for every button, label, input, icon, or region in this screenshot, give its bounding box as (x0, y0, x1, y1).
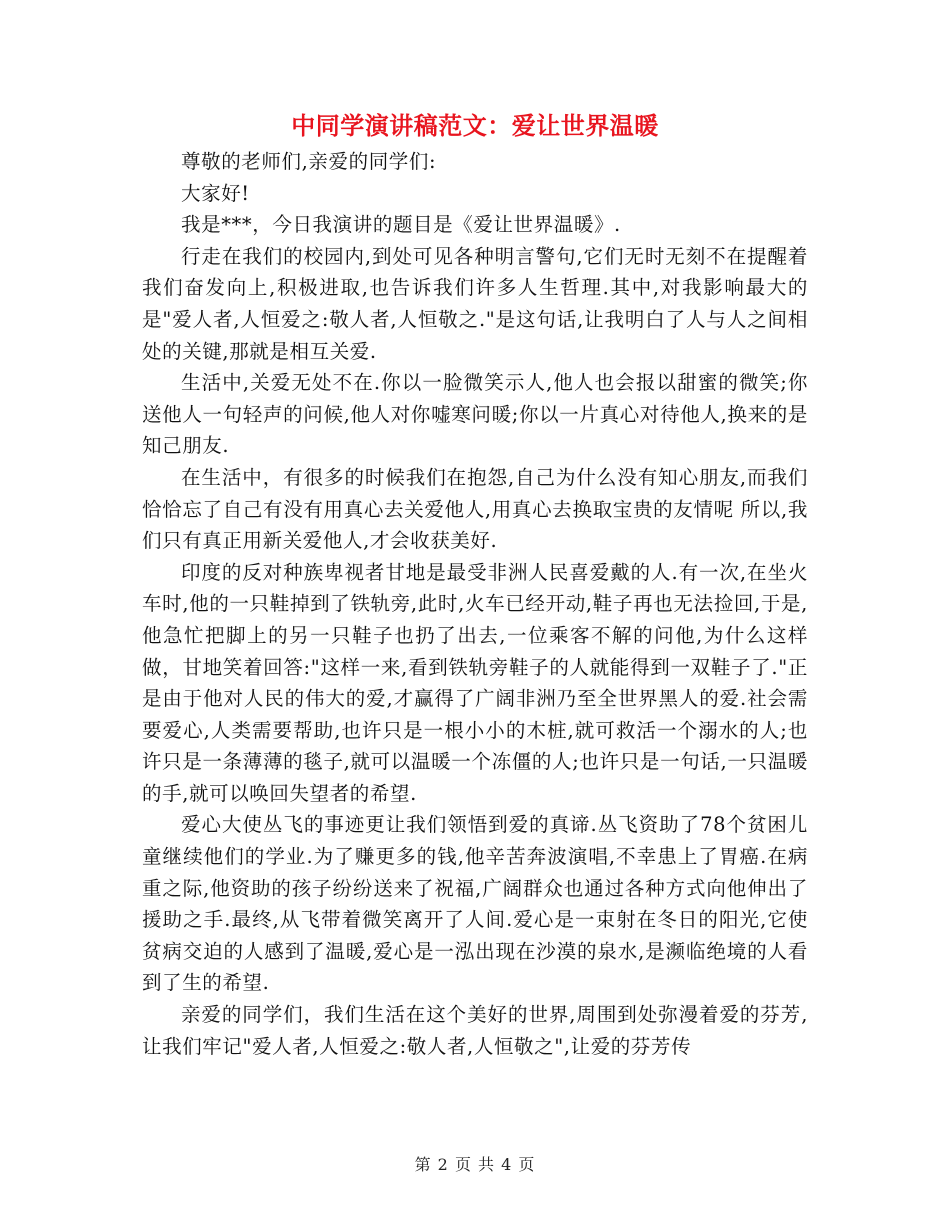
paragraph-congfei: 爱心大使丛飞的事迹更让我们领悟到爱的真谛.丛飞资助了78个贫困儿童继续他们的学业.为了赚更多的钱,他辛苦奔波演唱,不幸患上了胃癌.在病重之际,他资助的孩子纷纷送来了祝福,广阔群众也通过各种方式向他伸出了援助之手.最终,从飞带着微笑离开了人间.爱心是一束射在冬日的阳光,它使贫病交迫的人感到了温暖,爱心是一泓出现在沙漠的泉水,是濒临绝境的人看到了生的希望. (142, 813, 808, 995)
page-number-footer: 第 2 页 共 4 页 (414, 1155, 536, 1174)
paragraph-hello: 大家好! (181, 181, 250, 205)
paragraph-greeting: 尊敬的老师们,亲爱的同学们: (181, 150, 437, 173)
paragraph-friends: 在生活中，有很多的时候我们在抱怨,自己为什么没有知心朋友,而我们恰恰忘了自己有没有用真心去关爱他人,用真心去换取宝贵的友情呢 所以,我们只有真正用新关爱他人,才会收获美好. (142, 465, 808, 553)
document-title: 中同学演讲稿范文：爱让世界温暖 (291, 111, 659, 140)
paragraph-campus: 行走在我们的校园内,到处可见各种明言警句,它们无时无刻不在提醒着我们奋发向上,积极进取,也告诉我们许多人生哲理.其中,对我影响最大的是"爱人者,人恒爱之:敬人者,人恒敬之."是这句话,让我明白了人与人之间相处的关键,那就是相互关爱. (142, 244, 808, 363)
paragraph-closing: 亲爱的同学们，我们生活在这个美好的世界,周围到处弥漫着爱的芬芳,让我们牢记"爱人者,人恒爱之:敬人者,人恒敬之",让爱的芬芳传 (142, 1003, 808, 1058)
paragraph-intro: 我是***，今日我演讲的题目是《爱让世界温暖》. (181, 213, 621, 237)
paragraph-gandhi: 印度的反对种族卑视者甘地是最受非洲人民喜爱戴的人.有一次,在坐火车时,他的一只鞋掉到了铁轨旁,此时,火车已经开动,鞋子再也无法捡回,于是,他急忙把脚上的另一只鞋子也扔了出去,一位乘客不解的问他,为什么这样做，甘地笑着回答:"这样一来,看到铁轨旁鞋子的人就能得到一双鞋子了."正是由于他对人民的伟大的爱,才赢得了广阔非洲乃至全世界黑人的爱.社会需要爱心,人类需要帮助,也许只是一根小小的木桩,就可救活一个溺水的人;也许只是一条薄薄的毯子,就可以温暖一个冻僵的人;也许只是一句话,一只温暖的手,就可以唤回失望者的希望. (142, 560, 808, 805)
paragraph-life: 生活中,关爱无处不在.你以一脸微笑示人,他人也会报以甜蜜的微笑;你送他人一句轻声的问候,他人对你嘘寒问暖;你以一片真心对待他人,换来的是知己朋友. (142, 371, 808, 458)
document-body (142, 146, 808, 1062)
